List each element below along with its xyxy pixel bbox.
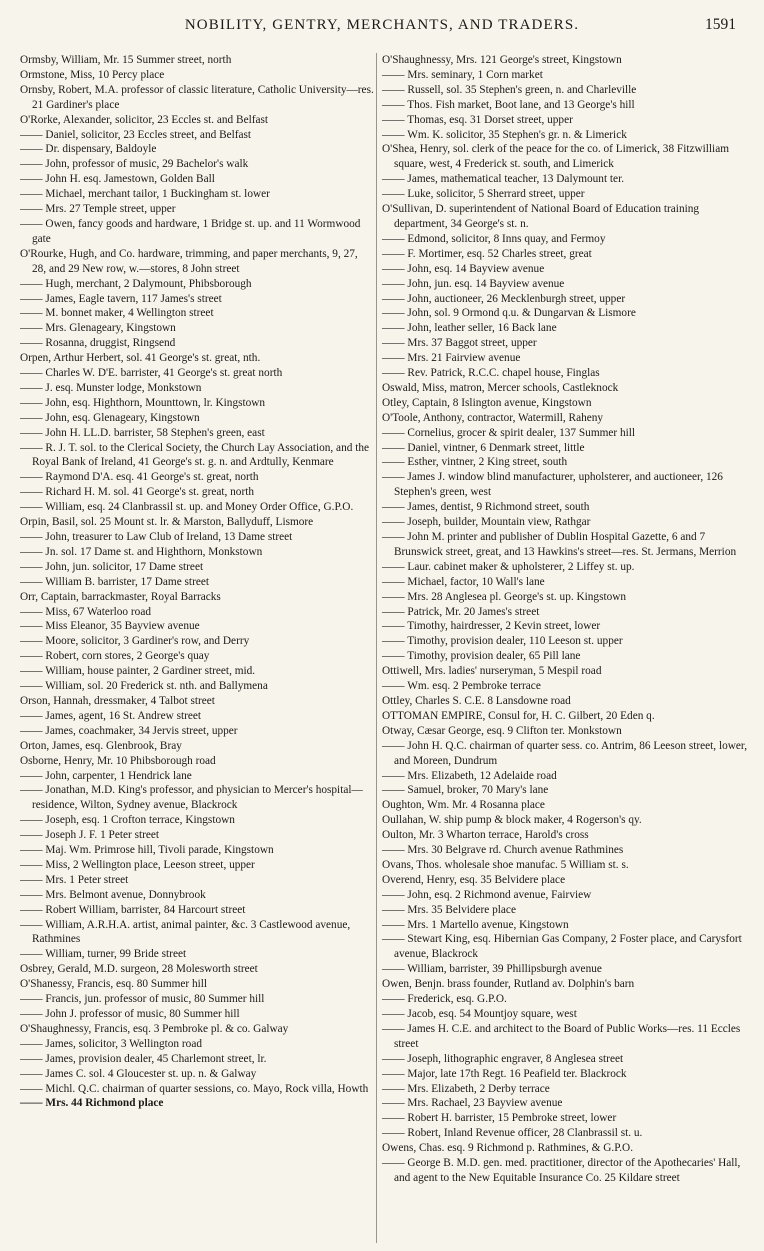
directory-entry: —— Robert, Inland Revenue officer, 28 Clanbrassil st. u. [382, 1127, 643, 1140]
directory-entry: Oullahan, W. ship pump & block maker, 4 Rogerson's qy. [382, 814, 642, 827]
directory-entry: —— Russell, sol. 35 Stephen's green, n. and Charleville [382, 83, 637, 96]
directory-entry: —— Dr. dispensary, Baldoyle [20, 143, 157, 156]
directory-entry: —— Wm. K. solicitor, 35 Stephen's gr. n. & Limerick [382, 128, 627, 141]
directory-entry: —— Miss, 67 Waterloo road [20, 605, 151, 618]
directory-entry: Oughton, Wm. Mr. 4 Rosanna place [382, 799, 545, 812]
directory-entry: O'Rorke, Alexander, solicitor, 23 Eccles st. and Belfast [20, 113, 269, 126]
right-column [382, 53, 750, 1186]
directory-entry: —— Jacob, esq. 54 Mountjoy square, west [382, 1008, 577, 1020]
directory-entry: Osbrey, Gerald, M.D. surgeon, 28 Molesworth street [20, 963, 258, 976]
directory-entry: O'Shea, Henry, sol. clerk of the peace for the co. of Limerick, 38 Fitzwilliam square, west, 4 Frederick st. south, and Limerick [382, 143, 729, 171]
directory-entry: OTTOMAN EMPIRE, Consul for, H. C. Gilbert, 20 Eden q. [382, 709, 655, 722]
directory-entry: —— George B. M.D. gen. med. practitioner, director of the Apothecaries' Hall, and agent to the New Equitable Insurance Co. 25 Kildare street [382, 1157, 741, 1184]
directory-entry: Orton, James, esq. Glenbrook, Bray [20, 739, 182, 752]
directory-entry: Owen, Benjn. brass founder, Rutland av. Dolphin's barn [382, 978, 635, 991]
directory-entry: —— John, auctioneer, 26 Mecklenburgh street, upper [382, 292, 626, 305]
directory-entry: Orson, Hannah, dressmaker, 4 Talbot street [20, 694, 215, 707]
directory-entry: —— James, agent, 16 St. Andrew street [20, 709, 202, 722]
directory-entry: —— F. Mortimer, esq. 52 Charles street, great [382, 247, 592, 260]
directory-entry: —— Frederick, esq. G.P.O. [382, 993, 507, 1006]
directory-entry: —— Cornelius, grocer & spirit dealer, 137 Summer hill [382, 426, 636, 439]
directory-entry: —— John, jun. solicitor, 17 Dame street [20, 560, 204, 573]
directory-entry: —— William, barrister, 39 Phillipsburgh avenue [382, 963, 602, 976]
directory-entry: —— John, jun. esq. 14 Bayview avenue [382, 277, 565, 290]
page-header [22, 10, 742, 40]
directory-entry: —— John H. LL.D. barrister, 58 Stephen's green, east [20, 426, 265, 439]
directory-entry: —— William, sol. 20 Frederick st. nth. and Ballymena [20, 680, 268, 693]
left-column [20, 53, 374, 1111]
directory-entry: —— James J. window blind manufacturer, upholsterer, and auctioneer, 126 Stephen's green, west [382, 471, 723, 499]
directory-entry: O'Shaughnessy, Mrs. 121 George's street, Kingstown [382, 54, 622, 66]
directory-entry: —— James, mathematical teacher, 13 Dalymount ter. [382, 173, 625, 186]
directory-entry: —— M. bonnet maker, 4 Wellington street [20, 307, 214, 320]
directory-entry: Otley, Captain, 8 Islington avenue, Kingstown [382, 396, 592, 409]
directory-entry: —— William B. barrister, 17 Dame street [20, 575, 210, 588]
directory-entry: —— Major, late 17th Regt. 16 Peafield ter. Blackrock [382, 1067, 627, 1080]
directory-entry: —— Rev. Patrick, R.C.C. chapel house, Finglas [382, 367, 600, 380]
directory-entry: —— Thomas, esq. 31 Dorset street, upper [382, 113, 573, 126]
directory-entry: —— Mrs. 27 Temple street, upper [20, 203, 176, 216]
directory-entry: —— Robert William, barrister, 84 Harcourt street [20, 903, 246, 916]
directory-entry: Ottley, Charles S. C.E. 8 Lansdowne road [382, 694, 571, 707]
directory-entry: —— Mrs. Belmont avenue, Donnybrook [20, 888, 206, 901]
directory-entry: —— John, esq. Highthorn, Mounttown, lr. Kingstown [20, 396, 266, 409]
directory-entry: Ovans, Thos. wholesale shoe manufac. 5 William st. s. [382, 858, 629, 871]
directory-entry: —— John, leather seller, 16 Back lane [382, 322, 557, 335]
column-divider [376, 53, 377, 1243]
directory-entry: Owens, Chas. esq. 9 Richmond p. Rathmines, & G.P.O. [382, 1142, 634, 1155]
directory-entry: —— Patrick, Mr. 20 James's street [382, 605, 540, 618]
directory-entry: —— Miss Eleanor, 35 Bayview avenue [20, 620, 200, 633]
page-number: 1591 [705, 16, 736, 33]
directory-entry: —— Esther, vintner, 2 King street, south [382, 456, 568, 469]
directory-entry: —— John, professor of music, 29 Bachelor's walk [20, 158, 249, 171]
directory-entry: —— John H. esq. Jamestown, Golden Ball [20, 173, 215, 186]
directory-entry: Oulton, Mr. 3 Wharton terrace, Harold's cross [382, 829, 589, 842]
directory-entry: —— John H. Q.C. chairman of quarter sess. co. Antrim, 86 Leeson street, lower, and Moreen, Dundrum [382, 739, 748, 767]
directory-entry: O'Rourke, Hugh, and Co. hardware, trimming, and paper merchants, 9, 27, 28, and 29 New row, w.—stores, 8 John street [20, 247, 358, 275]
directory-entry: O'Sullivan, D. superintendent of National Board of Education training department, 34 George's st. n. [382, 203, 700, 230]
directory-entry: —— Mrs. 21 Fairview avenue [382, 352, 521, 365]
directory-entry: Ottiwell, Mrs. ladies' nurseryman, 5 Mespil road [382, 665, 602, 678]
directory-entry: —— John, treasurer to Law Club of Ireland, 13 Dame street [20, 531, 293, 543]
directory-entry: —— Rosanna, druggist, Ringsend [20, 337, 176, 350]
directory-entry: —— Richard H. M. sol. 41 George's st. great, north [20, 486, 255, 499]
directory-entry: Oswald, Miss, matron, Mercer schools, Castleknock [382, 381, 619, 394]
directory-entry: Overend, Henry, esq. 35 Belvidere place [382, 873, 566, 886]
directory-entry: —— Timothy, hairdresser, 2 Kevin street, lower [382, 620, 601, 633]
directory-entry: Ormsby, William, Mr. 15 Summer street, north [20, 54, 232, 66]
directory-entry: —— Joseph J. F. 1 Peter street [20, 829, 160, 842]
directory-entry: O'Shanessy, Francis, esq. 80 Summer hill [20, 978, 208, 991]
directory-entry: —— Jn. sol. 17 Dame st. and Highthorn, Monkstown [20, 545, 263, 558]
directory-entry: —— Michl. Q.C. chairman of quarter sessions, co. Mayo, Rock villa, Howth [20, 1082, 369, 1095]
directory-entry: —— William, esq. 24 Clanbrassil st. up. and Money Order Office, G.P.O. [20, 501, 354, 514]
directory-entry: —— Thos. Fish market, Boot lane, and 13 George's hill [382, 98, 635, 111]
directory-entry: Orpin, Basil, sol. 25 Mount st. lr. & Marston, Ballyduff, Lismore [20, 516, 314, 529]
directory-entry: —— Joseph, esq. 1 Crofton terrace, Kingstown [20, 814, 235, 827]
directory-entry: —— William, turner, 99 Bride street [20, 948, 187, 961]
directory-entry: —— James, provision dealer, 45 Charlemont street, lr. [20, 1052, 267, 1065]
directory-entry: —— Mrs. 28 Anglesea pl. George's st. up. Kingstown [382, 590, 627, 603]
directory-entry: Orr, Captain, barrackmaster, Royal Barracks [20, 590, 221, 603]
directory-entry: —— Hugh, merchant, 2 Dalymount, Phibsborough [20, 277, 252, 290]
directory-entry: Otway, Cæsar George, esq. 9 Clifton ter. Monkstown [382, 724, 622, 737]
directory-entry: —— Mrs. Rachael, 23 Bayview avenue [382, 1097, 563, 1110]
directory-entry: —— Mrs. Elizabeth, 2 Derby terrace [382, 1082, 550, 1095]
directory-entry: —— James, coachmaker, 34 Jervis street, upper [20, 724, 238, 737]
directory-entry: —— James H. C.E. and architect to the Board of Public Works—res. 11 Eccles street [382, 1022, 741, 1050]
directory-entry: Orpen, Arthur Herbert, sol. 41 George's st. great, nth. [20, 352, 261, 365]
directory-entry: —— John, esq. Glenageary, Kingstown [20, 411, 200, 424]
directory-entry: —— Mrs. Elizabeth, 12 Adelaide road [382, 769, 557, 782]
directory-entry: —— Raymond D'A. esq. 41 George's st. great, north [20, 471, 259, 484]
directory-entry: —— John, esq. 14 Bayview avenue [382, 262, 545, 275]
directory-entry: —— Francis, jun. professor of music, 80 Summer hill [20, 993, 265, 1006]
directory-entry: O'Shaughnessy, Francis, esq. 3 Pembroke pl. & co. Galway [20, 1022, 289, 1035]
directory-entry: —— Robert H. barrister, 15 Pembroke street, lower [382, 1112, 617, 1125]
directory-entry: —— Mrs. 44 Richmond place [20, 1097, 164, 1110]
directory-entry: —— Mrs. 1 Martello avenue, Kingstown [382, 918, 569, 931]
directory-entry: —— Mrs. 1 Peter street [20, 873, 129, 886]
directory-entry: —— Joseph, builder, Mountain view, Rathgar [382, 516, 591, 529]
directory-entry: —— Joseph, lithographic engraver, 8 Anglesea street [382, 1052, 624, 1065]
directory-entry: —— Luke, solicitor, 5 Sherrard street, upper [382, 188, 585, 201]
directory-entry: —— Maj. Wm. Primrose hill, Tivoli parade, Kingstown [20, 844, 274, 857]
directory-entry: —— Timothy, provision dealer, 110 Leeson st. upper [382, 635, 623, 648]
directory-entry: —— Wm. esq. 2 Pembroke terrace [382, 680, 541, 693]
directory-entry: —— J. esq. Munster lodge, Monkstown [20, 381, 202, 394]
directory-entry: —— Daniel, solicitor, 23 Eccles street, and Belfast [20, 128, 252, 141]
directory-entry: Osborne, Henry, Mr. 10 Phibsborough road [20, 754, 216, 767]
directory-entry: —— Mrs. 35 Belvidere place [382, 903, 516, 916]
running-title: NOBILITY, GENTRY, MERCHANTS, AND TRADERS. [184, 16, 580, 33]
directory-entry: —— John, esq. 2 Richmond avenue, Fairview [382, 888, 592, 901]
directory-entry: —— R. J. T. sol. to the Clerical Society, the Church Lay Association, and the Royal Bank of Ireland, 41 George's st. g. n. and Ardtully, Kenmare [20, 441, 369, 469]
directory-entry: O'Toole, Anthony, contractor, Watermill, Raheny [382, 411, 604, 424]
directory-entry: —— James, Eagle tavern, 117 James's street [20, 292, 222, 305]
directory-entry: —— Mrs. 37 Baggot street, upper [382, 337, 537, 350]
directory-entry: —— James C. sol. 4 Gloucester st. up. n. & Galway [20, 1067, 257, 1080]
directory-entry: —— Moore, solicitor, 3 Gardiner's row, and Derry [20, 635, 250, 648]
directory-entry: —— Michael, factor, 10 Wall's lane [382, 575, 545, 588]
directory-entry: —— Edmond, solicitor, 8 Inns quay, and Fermoy [382, 232, 606, 245]
directory-entry: —— William, A.R.H.A. artist, animal painter, &c. 3 Castlewood avenue, Rathmines [20, 918, 351, 946]
directory-entry: —— John J. professor of music, 80 Summer hill [20, 1008, 240, 1020]
directory-entry: —— Daniel, vintner, 6 Denmark street, little [382, 441, 585, 454]
directory-entry: —— James, dentist, 9 Richmond street, south [382, 501, 590, 514]
directory-entry: —— Michael, merchant tailor, 1 Buckingham st. lower [20, 188, 270, 201]
directory-entry: —— William, house painter, 2 Gardiner street, mid. [20, 665, 256, 678]
directory-entry: —— Stewart King, esq. Hibernian Gas Company, 2 Foster place, and Carysfort avenue, Blackrock [382, 933, 742, 961]
directory-entry: —— Mrs. 30 Belgrave rd. Church avenue Rathmines [382, 844, 624, 857]
directory-entry: —— Timothy, provision dealer, 65 Pill lane [382, 650, 581, 663]
directory-entry: —— Miss, 2 Wellington place, Leeson street, upper [20, 858, 255, 871]
directory-entry: —— Samuel, broker, 70 Mary's lane [382, 784, 549, 797]
directory-entry: —— Charles W. D'E. barrister, 41 George's st. great north [20, 367, 283, 380]
directory-entry: —— John M. printer and publisher of Dublin Hospital Gazette, 6 and 7 Brunswick street, great, and 13 Hawkins's street—res. St. Jermans, Merrion [382, 531, 737, 558]
directory-entry: Ormstone, Miss, 10 Percy place [20, 68, 165, 81]
directory-entry: —— Mrs. Glenageary, Kingstown [20, 322, 176, 335]
directory-entry: —— Robert, corn stores, 2 George's quay [20, 650, 210, 663]
directory-entry: Ornsby, Robert, M.A. professor of classic literature, Catholic University—res. 21 Gardiner's place [20, 83, 374, 111]
directory-entry: —— Laur. cabinet maker & upholsterer, 2 Liffey st. up. [382, 560, 635, 573]
directory-entry: —— Jonathan, M.D. King's professor, and physician to Mercer's hospital—residence, Wilton, Sydney avenue, Blackrock [20, 784, 363, 812]
directory-entry: —— John, carpenter, 1 Hendrick lane [20, 769, 192, 782]
directory-entry: —— James, solicitor, 3 Wellington road [20, 1037, 202, 1050]
directory-entry: —— John, sol. 9 Ormond q.u. & Dungarvan & Lismore [382, 307, 636, 320]
directory-entry: —— Owen, fancy goods and hardware, 1 Bridge st. up. and 11 Wormwood gate [20, 217, 361, 245]
directory-entry: —— Mrs. seminary, 1 Corn market [382, 68, 543, 81]
